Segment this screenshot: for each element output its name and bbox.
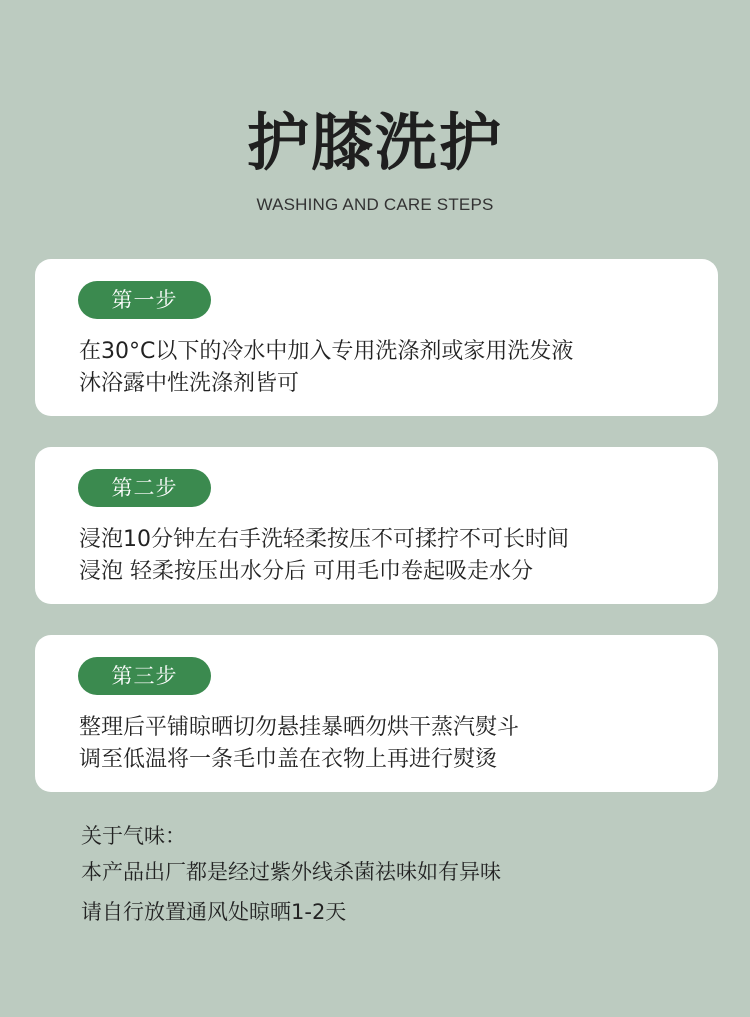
odor-note-heading: 关于气味： <box>81 824 186 848</box>
step-badge-2: 第二步 <box>78 469 211 507</box>
step-3-text-line-1: 整理后平铺晾晒切勿悬挂暴晒勿烘干蒸汽熨斗 <box>79 715 520 740</box>
page-subtitle: WASHING AND CARE STEPS <box>256 195 494 214</box>
step-card-3 <box>35 635 718 792</box>
step-card-2 <box>35 447 718 604</box>
step-2-text-line-2: 浸泡 轻柔按压出水分后 可用毛巾卷起吸走水分 <box>79 559 533 584</box>
step-card-1 <box>35 259 718 416</box>
page-title: 护膝洗护 <box>246 106 503 179</box>
step-3-text-line-2: 调至低温将一条毛巾盖在衣物上再进行熨烫 <box>79 747 498 772</box>
odor-note-line-2: 请自行放置通风处晾晒1-2天 <box>81 900 347 924</box>
step-1-text-line-1: 在30°C以下的冷水中加入专用洗涤剂或家用洗发液 <box>79 339 574 364</box>
odor-note-line-1: 本产品出厂都是经过紫外线杀菌祛味如有异味 <box>81 860 501 884</box>
step-2-text-line-1: 浸泡10分钟左右手洗轻柔按压不可揉拧不可长时间 <box>79 527 569 552</box>
step-badge-1: 第一步 <box>78 281 211 319</box>
step-badge-3: 第三步 <box>78 657 211 695</box>
step-1-text-line-2: 沐浴露中性洗涤剂皆可 <box>79 371 300 396</box>
